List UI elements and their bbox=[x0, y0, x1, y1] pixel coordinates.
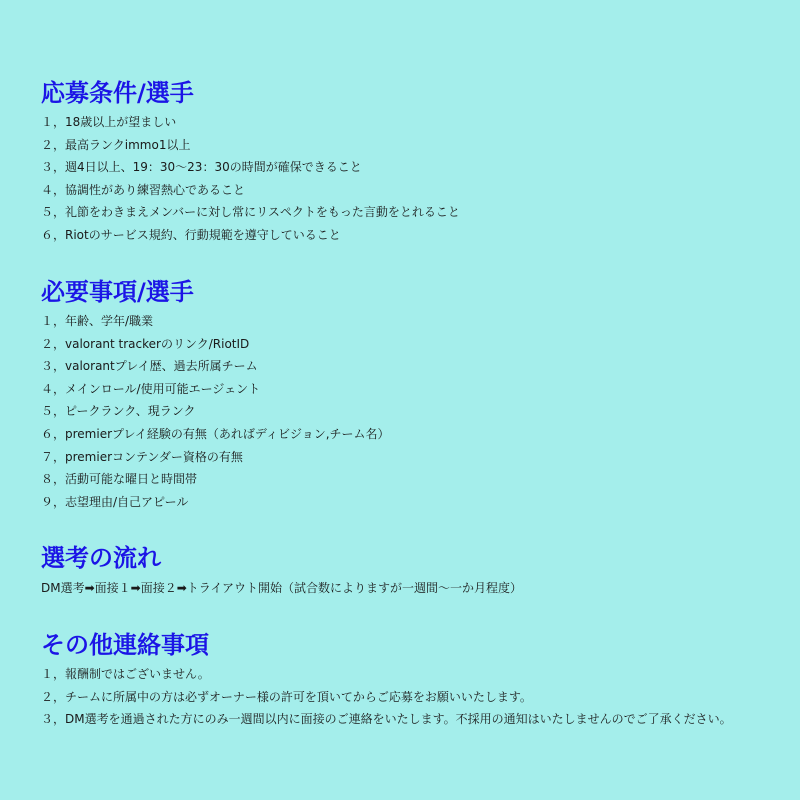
selection-flow-text: DM選考➡面接１➡面接２➡トライアウト開始（試合数によりますが一週間〜一か月程度） bbox=[41, 581, 523, 595]
list-item: ８，活動可能な曜日と時間帯 bbox=[41, 472, 198, 487]
application-conditions-heading: 応募条件/選手 bbox=[41, 79, 194, 107]
list-item: ７，premierコンテンダー資格の有無 bbox=[41, 449, 243, 464]
list-item: ２，チームに所属中の方は必ずオーナー様の許可を頂いてからご応募をお願いいたします。 bbox=[41, 689, 532, 704]
other-notes-section bbox=[41, 630, 781, 731]
list-item: ４，メインロール/使用可能エージェント bbox=[41, 381, 261, 396]
selection-flow-heading: 選考の流れ bbox=[41, 544, 161, 572]
list-item: １，報酬制ではございません。 bbox=[41, 667, 210, 681]
selection-flow-section bbox=[41, 543, 781, 599]
application-conditions-section bbox=[41, 78, 781, 247]
list-item: ６，Riotのサービス規約、行動規範を遵守していること bbox=[41, 227, 341, 242]
list-item: １，18歳以上が望ましい bbox=[41, 115, 177, 129]
required-information-heading: 必要事項/選手 bbox=[41, 278, 194, 306]
application-conditions-list bbox=[41, 111, 781, 247]
list-item: ５，礼節をわきまえメンバーに対し常にリスペクトをもった言動をとれること bbox=[41, 205, 460, 220]
list-item: ６，premierプレイ経験の有無（あればディビジョン,チーム名） bbox=[41, 426, 390, 441]
list-item: ４，協調性があり練習熱心であること bbox=[41, 182, 246, 197]
other-notes-list bbox=[41, 663, 781, 731]
list-item: ２，valorant trackerのリンク/RiotID bbox=[41, 336, 250, 351]
list-item: ９，志望理由/自己アピール bbox=[41, 494, 189, 509]
other-notes-heading: その他連絡事項 bbox=[41, 631, 209, 659]
required-information-section bbox=[41, 277, 781, 513]
list-item: ３，valorantプレイ歴、過去所属チーム bbox=[41, 359, 258, 374]
list-item: ３，DM選考を通過された方にのみ一週間以内に面接のご連絡をいたします。不採用の通知はいたしませんのでご了承ください。 bbox=[41, 712, 732, 727]
list-item: ３，週4日以上、19：30〜23：30の時間が確保できること bbox=[41, 160, 362, 175]
list-item: １，年齢、学年/職業 bbox=[41, 314, 154, 328]
required-information-list bbox=[41, 310, 781, 513]
list-item: ２，最高ランクimmo1以上 bbox=[41, 137, 191, 152]
list-item: ５，ピークランク、現ランク bbox=[41, 404, 196, 419]
